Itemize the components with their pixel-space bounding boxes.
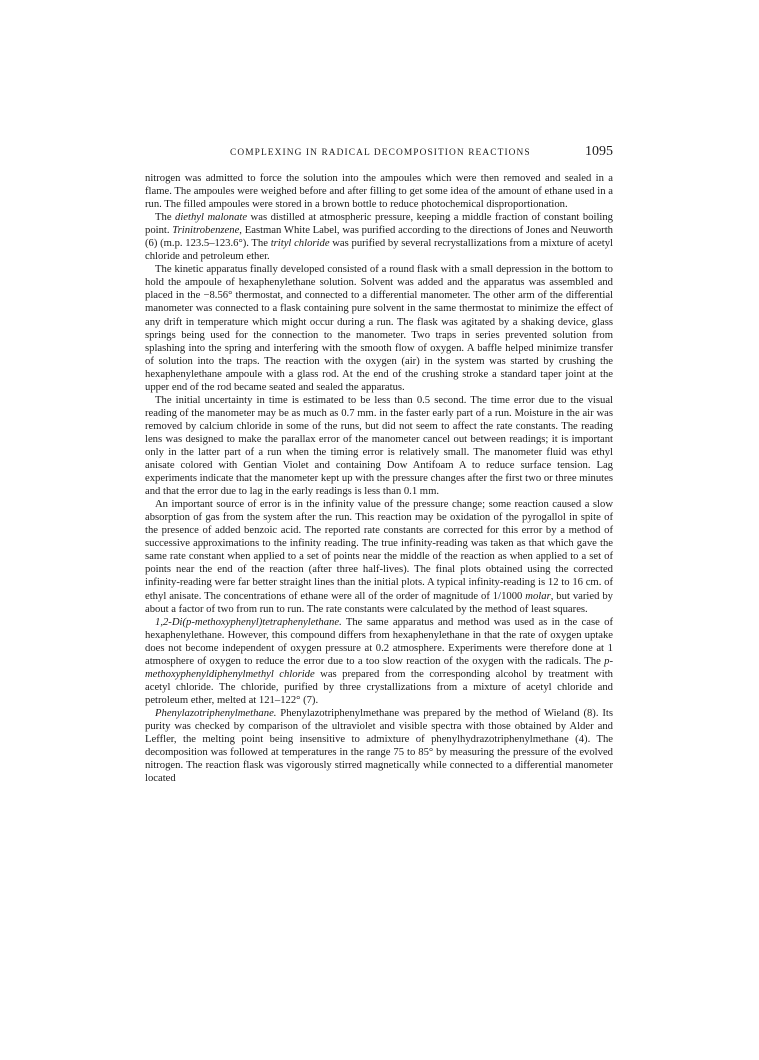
page-header xyxy=(145,146,613,166)
page-number: 1095 xyxy=(585,144,613,159)
paragraph-reagents: The diethyl malonate was distilled at atmospheric pressure, keeping a middle fraction of constant boiling point. Trinitrobenzene, Eastman White Label, was purified according to the directions of Jones and Neuworth (6) (m.p. 123.5–123.6°). The trityl chloride was purified by several recrystallizations from a mixture of acetyl chloride and petroleum ether. xyxy=(145,212,614,263)
running-title: COMPLEXING IN RADICAL DECOMPOSITION REACTIONS xyxy=(230,148,531,158)
paragraph-time-error: The initial uncertainty in time is estimated to be less than 0.5 second. The time error due to the visual reading of the manometer may be as much as 0.7 mm. in the faster early part of a run. Moisture in the air was removed by calcium chloride in some of the runs, but did not seem to affect the rate constants. The reading lens was designed to make the parallax error of the manometer cancel out between readings; it is important only in the latter part of a run when the timing error is relatively small. The manometer fluid was ethyl anisate colored with Gentian Violet and containing Dow Antifoam A to reduce surface tension. Lag experiments indicate that the manometer kept up with the pressure changes after the first two or three minutes and that the error due to lag in the early readings is less than 0.1 mm. xyxy=(145,394,613,498)
paragraph-ampoule-filling: nitrogen was admitted to force the solution into the ampoules which were then removed and sealed in a flame. The ampoules were weighed before and after filling to get some idea of the amount of ethane used in a run. The filled ampoules were stored in a brown bottle to reduce photochemical disproportionation. xyxy=(145,173,613,211)
body-text xyxy=(145,172,613,785)
paragraph-phenylazotriphenylmethane: Phenylazotriphenylmethane. Phenylazotriphenylmethane was prepared by the method of Wieland (8). Its purity was checked by comparison of the ultraviolet and visible spectra with those obtained by Alder and Leffler, the melting point being insensitive to admixture of phenylhydrazotriphenylmethane (4). The decomposition was followed at temperatures in the range 75 to 85° by measuring the pressure of the evolved nitrogen. The reaction flask was vigorously stirred magnetically while connected to a differential manometer located xyxy=(145,707,613,785)
paragraph-infinity-error: An important source of error is in the infinity value of the pressure change; some reaction caused a slow absorption of gas from the system after the run. This reaction may be oxidation of the pyrogallol in spite of the presence of added benzoic acid. The reported rate constants are corrected for this error by a method of successive approximations to the infinity reading. The true infinity-reading was taken as that which gave the same rate constant when applied to a set of points near the middle of the reaction as when applied to a set of points near the end of the reaction (after three half-lives). The final plots obtained using the corrected infinity-reading were far better straight lines than the initial plots. A typical infinity-reading is 12 to 16 cm. of ethyl anisate. The concentrations of ethane were all of the order of magnitude of 1/1000 molar, but varied by about a factor of two from run to run. The rate constants were calculated by the method of least squares. xyxy=(145,499,613,615)
paragraph-methoxyphenyl-ethane: 1,2-Di(p-methoxyphenyl)tetraphenylethane. The same apparatus and method was used as in the case of hexaphenylethane. However, this compound differs from hexaphenylethane in that the rate of oxygen uptake does not become independent of oxygen pressure at 0.2 atmosphere. Experiments were therefore done at 1 atmosphere of oxygen to reduce the error due to a too slow reaction of the oxygen with the radicals. The p-methoxyphenyldiphenylmethyl chloride was prepared from the corresponding alcohol by treatment with acetyl chloride. The chloride, purified by three crystallizations from a mixture of acetyl chloride and petroleum ether, melted at 121–122° (7). xyxy=(145,616,613,706)
paragraph-kinetic-apparatus: The kinetic apparatus finally developed consisted of a round flask with a small depression in the bottom to hold the ampoule of hexaphenylethane solution. Solvent was added and the apparatus was assembled and placed in the −8.56° thermostat, and connected to a differential manometer. The other arm of the differential manometer was connected to a flask containing pure solvent in the same thermostat to minimize the effect of any drift in temperature which might occur during a run. The flask was agitated by a shaking device, glass springs being used for the connection to the manometer. Two traps in series prevented solution from splashing into the spring and interfering with the smooth flow of oxygen. A baffle helped minimize transfer of solution into the traps. The reaction with the oxygen (air) in the system was started by crushing the hexaphenylethane ampoule with a glass rod. At the end of the crushing stroke a standard taper joint at the upper end of the rod became seated and sealed the apparatus. xyxy=(145,264,613,393)
